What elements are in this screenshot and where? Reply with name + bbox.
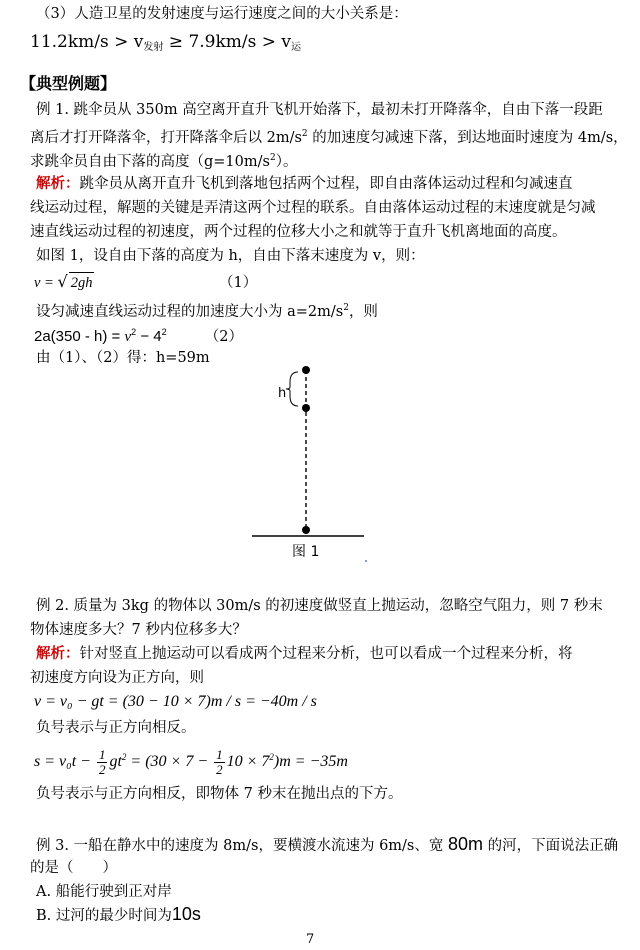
eq-s-c: = (30 × 7 − <box>126 753 213 770</box>
ex3-option-b-value: 10s <box>171 904 201 924</box>
eq2-v: v <box>124 329 132 345</box>
page-number: 7 <box>306 932 315 947</box>
subscript-run: 运 <box>291 42 302 53</box>
height-brace <box>286 372 298 406</box>
ex1-equation2 <box>34 322 243 347</box>
ex1-line3-a: 求跳伞员自由下落的高度（g=10m/s <box>30 154 270 170</box>
ex3-option-b-text: B. 过河的最少时间为 <box>36 908 172 924</box>
accel-text-a: 设匀减速直线运动过程的加速度大小为 a=2m/s <box>36 304 344 320</box>
accel-text-b: ，则 <box>348 304 378 320</box>
ex1-line3-sup: 2 <box>269 153 276 163</box>
eq-s-sup: 2 <box>121 752 127 762</box>
eq2-tag: （2） <box>204 329 244 345</box>
eq2-b: − 4 <box>136 328 162 345</box>
figure-1 <box>240 360 380 570</box>
eq-s-d: 10 × 7 <box>226 753 270 770</box>
ex1-equation1: v = √ 2gh （1） <box>34 272 258 291</box>
ex1-analysis-label: 解析： <box>36 175 80 192</box>
ex3-line2: 的是（ ） <box>30 860 117 876</box>
ex1-line3-b: ）。 <box>275 154 298 170</box>
fraction-half-2 <box>214 748 225 777</box>
eq1-tag: （1） <box>219 275 258 291</box>
satellite-relation <box>30 32 301 58</box>
eq1-radicand: 2gh <box>69 272 95 293</box>
ex1-line2-sup: 2 <box>301 129 308 139</box>
figure-h-label: h <box>278 386 287 401</box>
ex2-line2: 物体速度多大？7 秒内位移多大？ <box>30 622 247 638</box>
ex3-line1 <box>36 834 618 856</box>
ex2-note1: 负号表示与正方向相反。 <box>36 720 196 736</box>
eq-s-sup-2: 2 <box>269 752 274 762</box>
eq1-lhs: v = <box>34 275 58 291</box>
eq-s-a: s = v₀t − <box>34 753 95 770</box>
frac-den-1: 2 <box>98 761 106 777</box>
ex1-result: 由（1）、（2）得：h=59m <box>36 350 210 366</box>
ex1-analysis1 <box>36 174 573 194</box>
ex3-line1-a: 例 3. 一船在静水中的速度为 8m/s，要横渡水流速为 6m/s、宽 <box>36 838 448 854</box>
ex1-analysis1-text: 跳伞员从离开直升飞机到落地包括两个过程，即自由落体运动过程和匀减速直 <box>79 176 573 192</box>
ex2-equation-v: v = v₀ − gt = (30 − 10 × 7)m / s = −40m / s <box>34 693 317 710</box>
ex1-line2-b: 的加速度匀减速下落，到达地面时速度为 4m/s， <box>307 130 628 146</box>
ex3-line1-b: 的河，下面说法正确 <box>483 838 619 854</box>
eq-s-b: gt <box>109 753 122 770</box>
ex2-analysis-label: 解析： <box>36 645 80 662</box>
ex1-line3 <box>30 148 297 172</box>
ground-point-dot <box>302 526 310 534</box>
ex1-analysis2: 线运动过程，解题的关键是弄清这两个过程的联系。自由落体运动过程的末速度就是匀减 <box>30 200 596 216</box>
figure-caption: 图 1 <box>292 544 320 560</box>
ex2-analysis1-text: 针对竖直上抛运动可以看成两个过程来分析，也可以看成一个过程来分析，将 <box>79 646 573 662</box>
accel-sup: 2 <box>343 303 349 313</box>
start-point-dot <box>302 366 310 374</box>
relation-part-a: 11.2km/s > v <box>30 32 144 52</box>
eq-s-e: )m = −35m <box>273 753 348 770</box>
ex1-line1: 例 1. 跳伞员从 350m 高空离开直升飞机开始落下，最初未打开降落伞，自由下落一段距 <box>36 102 603 118</box>
eq2-a: 2a(350 - h) = <box>34 328 125 345</box>
subscript-launch: 发射 <box>143 42 164 53</box>
section-title: 【典型例题】 <box>20 74 117 93</box>
ex2-note2: 负号表示与正方向相反，即物体 7 秒末在抛出点的下方。 <box>36 786 403 802</box>
frac-num-2: 1 <box>216 746 223 762</box>
ex1-line2-a: 离后才打开降落伞，打开降落伞后以 2m/s <box>30 130 302 146</box>
ex1-analysis3: 速直线运动过程的初速度，两个过程的位移大小之和就等于直升飞机离地面的高度。 <box>30 224 567 240</box>
frac-den-2: 2 <box>216 761 223 777</box>
satellite-heading: （3）人造卫星的发射速度与运行速度之间的大小关系是： <box>36 6 408 22</box>
ex3-width-value: 80m <box>447 834 483 854</box>
ex2-line1: 例 2. 质量为 3kg 的物体以 30m/s 的初速度做竖直上抛运动，忽略空气阻力，则 7 秒末 <box>36 598 603 614</box>
eq2-vsup: 2 <box>131 327 137 337</box>
ex1-analysis4: 如图 1，设自由下落的高度为 h，自由下落末速度为 v，则： <box>36 248 425 264</box>
relation-part-b: ≥ 7.9km/s > v <box>163 32 292 52</box>
ex3-option-b <box>36 904 201 926</box>
ex2-analysis2: 初速度方向设为正方向，则 <box>30 670 204 686</box>
ex2-equation-s <box>34 740 348 779</box>
stray-dot <box>365 560 367 562</box>
ex1-line2 <box>30 124 628 148</box>
ex2-analysis1 <box>36 644 573 664</box>
parachute-open-dot <box>302 404 310 412</box>
frac-num-1: 1 <box>98 746 106 762</box>
eq2-4sup: 2 <box>161 327 167 337</box>
ex3-option-a: A. 船能行驶到正对岸 <box>36 884 172 900</box>
ex1-accel-line <box>36 298 378 322</box>
fraction-half-1 <box>97 748 108 777</box>
